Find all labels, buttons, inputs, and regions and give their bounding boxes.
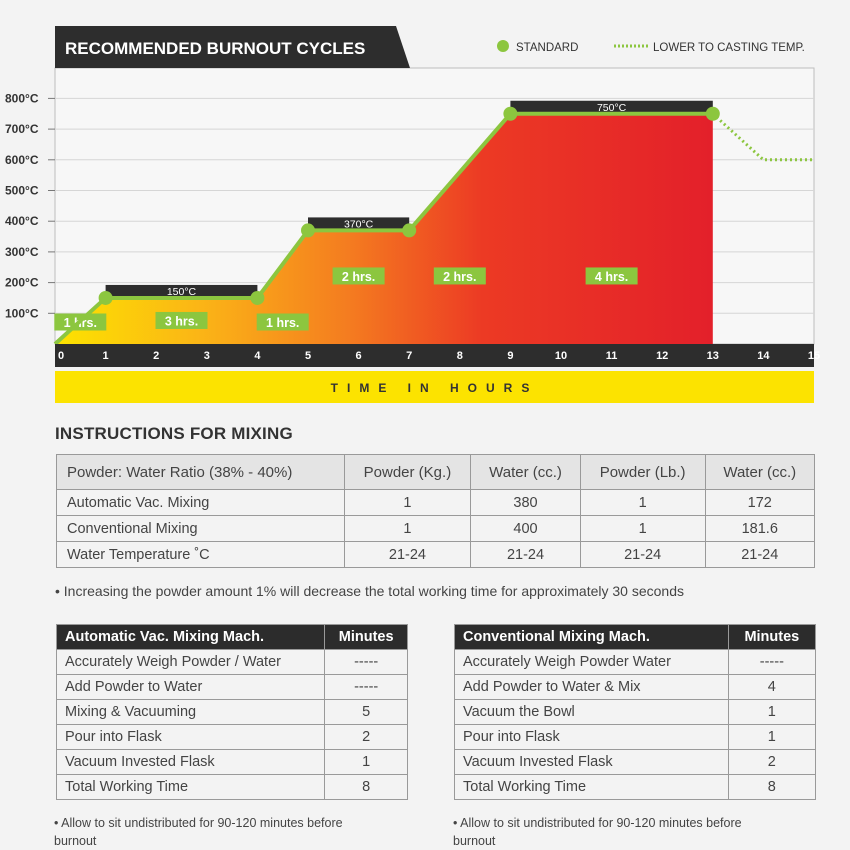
table-header-row (57, 455, 815, 490)
table-cell: 1 (728, 725, 815, 750)
legend-standard-dot (497, 40, 509, 52)
x-tick-label: 8 (456, 350, 463, 362)
x-tick-label: 2 (153, 350, 160, 362)
hold-temp-label: 150°C (166, 285, 197, 298)
table-row (455, 725, 816, 750)
x-tick-label: 4 (254, 350, 261, 362)
table-row (57, 700, 408, 725)
x-tick-label: 0 (57, 350, 65, 362)
table-cell: 1 (325, 750, 408, 775)
table-row (57, 516, 815, 542)
mixing-section-title: INSTRUCTIONS FOR MIXING (55, 424, 293, 443)
header-cell: Automatic Vac. Mixing Mach. (57, 625, 325, 650)
table-cell: 4 (728, 675, 815, 700)
table-cell: 8 (325, 775, 408, 800)
table-row (57, 750, 408, 775)
table-cell: 1 (344, 516, 471, 542)
chart-title: RECOMMENDED BURNOUT CYCLES (65, 39, 366, 58)
table-cell: 5 (325, 700, 408, 725)
table-cell: Add Powder to Water (57, 675, 325, 700)
table-cell: 8 (728, 775, 815, 800)
table-cell: Conventional Mixing (57, 516, 345, 542)
table-cell: Total Working Time (57, 775, 325, 800)
table-cell: Vacuum the Bowl (455, 700, 729, 725)
table-row (455, 675, 816, 700)
table-cell: ----- (325, 675, 408, 700)
x-tick-label: 1 (102, 350, 109, 362)
header-cell: Minutes (728, 625, 815, 650)
table-cell: 2 (325, 725, 408, 750)
x-tick-label: 6 (355, 350, 362, 362)
series-marker (99, 291, 113, 305)
conv-rest-note: • Allow to sit undistributed for 90-120 minutes before burnout (453, 816, 742, 848)
x-tick-label: 11 (605, 350, 618, 362)
table-cell: Vacuum Invested Flask (455, 750, 729, 775)
table-cell: 380 (471, 490, 580, 516)
table-cell: Accurately Weigh Powder / Water (57, 650, 325, 675)
y-tick-label: 600°C (5, 152, 39, 167)
table-cell: 21-24 (705, 542, 815, 568)
table-cell: Pour into Flask (57, 725, 325, 750)
table-header-row (455, 625, 816, 650)
y-tick-label: 200°C (5, 275, 39, 290)
x-tick-label: 13 (706, 350, 719, 362)
duration-label: 3 hrs. (164, 314, 199, 329)
y-tick-label: 100°C (5, 306, 39, 321)
header-cell: Water (cc.) (705, 455, 815, 490)
x-tick-label: 12 (656, 350, 669, 362)
x-tick-label: 3 (203, 350, 210, 362)
y-axis-labels (5, 91, 39, 320)
table-row (455, 650, 816, 675)
series-marker (301, 223, 315, 237)
header-cell: Powder (Kg.) (344, 455, 471, 490)
burnout-chart (0, 0, 850, 410)
duration-label: 1 hrs. (266, 316, 300, 331)
table-cell: 1 (580, 490, 705, 516)
table-cell: 181.6 (705, 516, 815, 542)
table-cell: ----- (325, 650, 408, 675)
x-axis-title: TIME IN HOURS (330, 381, 539, 395)
table-cell: Pour into Flask (455, 725, 729, 750)
header-cell: Powder: Water Ratio (38% - 40%) (57, 455, 345, 490)
legend-standard-label: STANDARD (516, 42, 579, 54)
header-cell: Minutes (325, 625, 408, 650)
series-marker (402, 223, 416, 237)
header-cell: Water (cc.) (471, 455, 580, 490)
mixing-ratio-table (56, 454, 815, 568)
x-tick-label: 9 (507, 350, 514, 362)
table-cell: 2 (728, 750, 815, 775)
series-marker (250, 291, 264, 305)
auto-rest-note: • Allow to sit undistributed for 90-120 minutes before burnout (54, 816, 343, 848)
hold-temp-label: 750°C (596, 101, 627, 114)
duration-label: 1 hrs. (63, 316, 97, 331)
duration-label: 4 hrs. (594, 269, 629, 284)
duration-label: 2 hrs. (341, 269, 376, 284)
table-cell: Vacuum Invested Flask (57, 750, 325, 775)
table-row (455, 700, 816, 725)
series-marker (706, 107, 720, 121)
table-row (57, 725, 408, 750)
table-cell: 1 (580, 516, 705, 542)
legend-lower-label: LOWER TO CASTING TEMP. (653, 42, 805, 54)
series-marker (503, 107, 517, 121)
x-tick-label: 14 (757, 350, 770, 362)
table-row (455, 775, 816, 800)
duration-label: 2 hrs. (443, 269, 477, 284)
table-row (455, 750, 816, 775)
table-cell: 21-24 (580, 542, 705, 568)
table-cell: 21-24 (471, 542, 580, 568)
table-cell: Water Temperature ˚C (57, 542, 345, 568)
table-cell: 1 (728, 700, 815, 725)
y-tick-label: 700°C (5, 122, 39, 137)
table-cell: ----- (728, 650, 815, 675)
table-header-row (57, 625, 408, 650)
table-cell: 21-24 (344, 542, 471, 568)
table-row (57, 490, 815, 516)
conventional-mixing-table (454, 624, 816, 800)
table-cell: 172 (705, 490, 815, 516)
table-cell: Mixing & Vacuuming (57, 700, 325, 725)
table-cell: Total Working Time (455, 775, 729, 800)
x-tick-label: 15 (807, 350, 821, 362)
table-cell: 1 (344, 490, 471, 516)
header-cell: Conventional Mixing Mach. (455, 625, 729, 650)
powder-note: • Increasing the powder amount 1% will decrease the total working time for approximately 30 seconds (55, 583, 685, 599)
y-tick-label: 500°C (5, 183, 39, 198)
y-tick-label: 400°C (5, 214, 39, 229)
table-row (57, 675, 408, 700)
table-cell: Add Powder to Water & Mix (455, 675, 729, 700)
hold-temp-label: 370°C (343, 218, 374, 231)
x-tick-label: 10 (554, 350, 568, 362)
x-axis-bar (55, 344, 814, 367)
table-row (57, 650, 408, 675)
table-row (57, 542, 815, 568)
y-tick-label: 800°C (5, 91, 39, 106)
header-cell: Powder (Lb.) (580, 455, 705, 490)
table-row (57, 775, 408, 800)
table-cell: Automatic Vac. Mixing (57, 490, 345, 516)
table-cell: 400 (471, 516, 580, 542)
auto-vac-mixing-table (56, 624, 408, 800)
table-cell: Accurately Weigh Powder Water (455, 650, 729, 675)
x-tick-label: 7 (406, 350, 413, 362)
y-tick-label: 300°C (5, 244, 39, 259)
x-tick-label: 5 (304, 350, 312, 362)
